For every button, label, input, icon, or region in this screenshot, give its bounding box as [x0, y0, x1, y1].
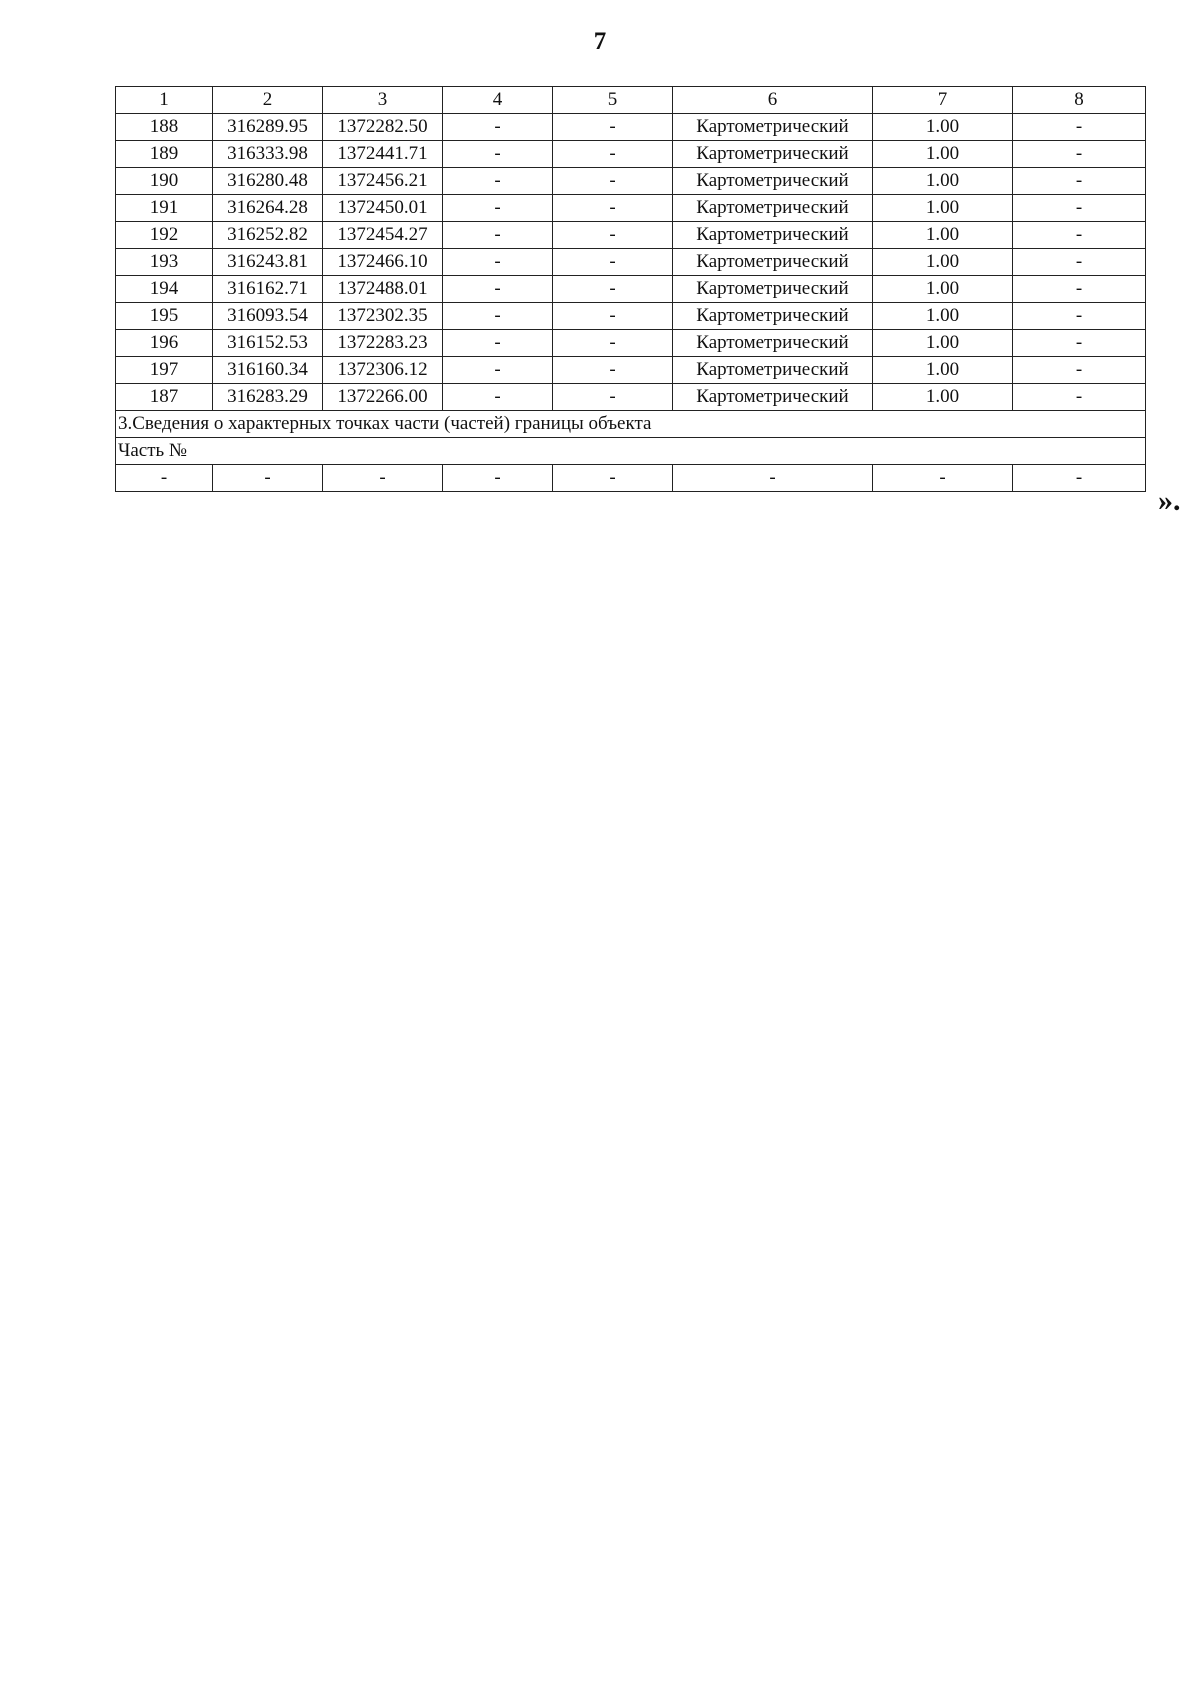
method-cell: Картометрический [673, 114, 873, 141]
method-cell: Картометрический [673, 303, 873, 330]
table-row [116, 465, 1146, 492]
table-row [116, 249, 1146, 276]
x-coordinate-cell: 316152.53 [213, 330, 323, 357]
x-coordinate-cell: 316243.81 [213, 249, 323, 276]
y-coordinate-cell: 1372282.50 [323, 114, 443, 141]
table-cell: - [116, 465, 213, 492]
table-row [116, 384, 1146, 411]
table-cell: - [553, 276, 673, 303]
table-cell: - [443, 276, 553, 303]
header-cell: 2 [213, 87, 323, 114]
table-cell: - [443, 303, 553, 330]
table-cell: - [553, 114, 673, 141]
table-cell: - [553, 249, 673, 276]
point-number-cell: 189 [116, 141, 213, 168]
table-cell: - [443, 195, 553, 222]
table-row [116, 303, 1146, 330]
table-cell: - [553, 330, 673, 357]
accuracy-cell: 1.00 [873, 168, 1013, 195]
table-cell: - [1013, 357, 1146, 384]
table-cell: - [553, 222, 673, 249]
table-row [116, 276, 1146, 303]
y-coordinate-cell: 1372266.00 [323, 384, 443, 411]
y-coordinate-cell: 1372454.27 [323, 222, 443, 249]
table-cell: - [443, 114, 553, 141]
table-cell: - [1013, 222, 1146, 249]
y-coordinate-cell: 1372488.01 [323, 276, 443, 303]
point-number-cell: 194 [116, 276, 213, 303]
point-number-cell: 196 [116, 330, 213, 357]
point-number-cell: 197 [116, 357, 213, 384]
section-title-row [116, 411, 1146, 438]
y-coordinate-cell: 1372441.71 [323, 141, 443, 168]
accuracy-cell: 1.00 [873, 330, 1013, 357]
table-cell: - [1013, 330, 1146, 357]
method-cell: Картометрический [673, 330, 873, 357]
header-cell: 6 [673, 87, 873, 114]
table-cell: - [1013, 249, 1146, 276]
method-cell: Картометрический [673, 384, 873, 411]
point-number-cell: 188 [116, 114, 213, 141]
table-cell: - [1013, 114, 1146, 141]
header-cell: 1 [116, 87, 213, 114]
accuracy-cell: 1.00 [873, 249, 1013, 276]
table-cell: - [553, 303, 673, 330]
y-coordinate-cell: 1372456.21 [323, 168, 443, 195]
x-coordinate-cell: 316283.29 [213, 384, 323, 411]
table-cell: - [553, 357, 673, 384]
section-title: 3.Сведения о характерных точках части (частей) границы объекта [116, 411, 1146, 438]
accuracy-cell: 1.00 [873, 384, 1013, 411]
accuracy-cell: 1.00 [873, 222, 1013, 249]
table-row [116, 141, 1146, 168]
table-cell: - [443, 222, 553, 249]
accuracy-cell: 1.00 [873, 276, 1013, 303]
closing-quote-mark: ». [1158, 484, 1181, 517]
table-cell: - [1013, 384, 1146, 411]
method-cell: Картометрический [673, 222, 873, 249]
boundary-points-table [115, 86, 1146, 492]
point-number-cell: 193 [116, 249, 213, 276]
table-cell: - [553, 195, 673, 222]
table-cell: - [1013, 168, 1146, 195]
table-cell: - [443, 141, 553, 168]
method-cell: Картометрический [673, 357, 873, 384]
method-cell: Картометрический [673, 249, 873, 276]
x-coordinate-cell: 316280.48 [213, 168, 323, 195]
table-cell: - [553, 384, 673, 411]
table-cell: - [553, 168, 673, 195]
y-coordinate-cell: 1372302.35 [323, 303, 443, 330]
x-coordinate-cell: 316289.95 [213, 114, 323, 141]
header-cell: 3 [323, 87, 443, 114]
y-coordinate-cell: 1372306.12 [323, 357, 443, 384]
point-number-cell: 187 [116, 384, 213, 411]
table-cell: - [553, 465, 673, 492]
table-cell: - [1013, 303, 1146, 330]
table-cell: - [213, 465, 323, 492]
table-row [116, 330, 1146, 357]
point-number-cell: 195 [116, 303, 213, 330]
x-coordinate-cell: 316333.98 [213, 141, 323, 168]
table-cell: - [443, 357, 553, 384]
table-cell: - [1013, 141, 1146, 168]
page-number: 7 [593, 28, 607, 55]
header-cell: 7 [873, 87, 1013, 114]
table-row [116, 357, 1146, 384]
header-cell: 5 [553, 87, 673, 114]
accuracy-cell: 1.00 [873, 114, 1013, 141]
table-cell: - [1013, 195, 1146, 222]
table-cell: - [443, 168, 553, 195]
x-coordinate-cell: 316160.34 [213, 357, 323, 384]
part-label-row [116, 438, 1146, 465]
table-cell: - [1013, 465, 1146, 492]
table-cell: - [443, 249, 553, 276]
table-cell: - [443, 384, 553, 411]
table-cell: - [673, 465, 873, 492]
y-coordinate-cell: 1372466.10 [323, 249, 443, 276]
method-cell: Картометрический [673, 195, 873, 222]
table-cell: - [873, 465, 1013, 492]
table-row [116, 168, 1146, 195]
accuracy-cell: 1.00 [873, 141, 1013, 168]
table-cell: - [443, 330, 553, 357]
y-coordinate-cell: 1372450.01 [323, 195, 443, 222]
point-number-cell: 191 [116, 195, 213, 222]
part-label: Часть № [116, 438, 1146, 465]
x-coordinate-cell: 316093.54 [213, 303, 323, 330]
table-row [116, 195, 1146, 222]
accuracy-cell: 1.00 [873, 195, 1013, 222]
x-coordinate-cell: 316162.71 [213, 276, 323, 303]
table-cell: - [1013, 276, 1146, 303]
x-coordinate-cell: 316264.28 [213, 195, 323, 222]
table-row [116, 222, 1146, 249]
point-number-cell: 190 [116, 168, 213, 195]
header-cell: 8 [1013, 87, 1146, 114]
header-cell: 4 [443, 87, 553, 114]
point-number-cell: 192 [116, 222, 213, 249]
x-coordinate-cell: 316252.82 [213, 222, 323, 249]
y-coordinate-cell: 1372283.23 [323, 330, 443, 357]
method-cell: Картометрический [673, 168, 873, 195]
method-cell: Картометрический [673, 141, 873, 168]
table-cell: - [553, 141, 673, 168]
table-cell: - [443, 465, 553, 492]
accuracy-cell: 1.00 [873, 303, 1013, 330]
table-row [116, 114, 1146, 141]
method-cell: Картометрический [673, 276, 873, 303]
accuracy-cell: 1.00 [873, 357, 1013, 384]
table-header-row [116, 87, 1146, 114]
table-cell: - [323, 465, 443, 492]
